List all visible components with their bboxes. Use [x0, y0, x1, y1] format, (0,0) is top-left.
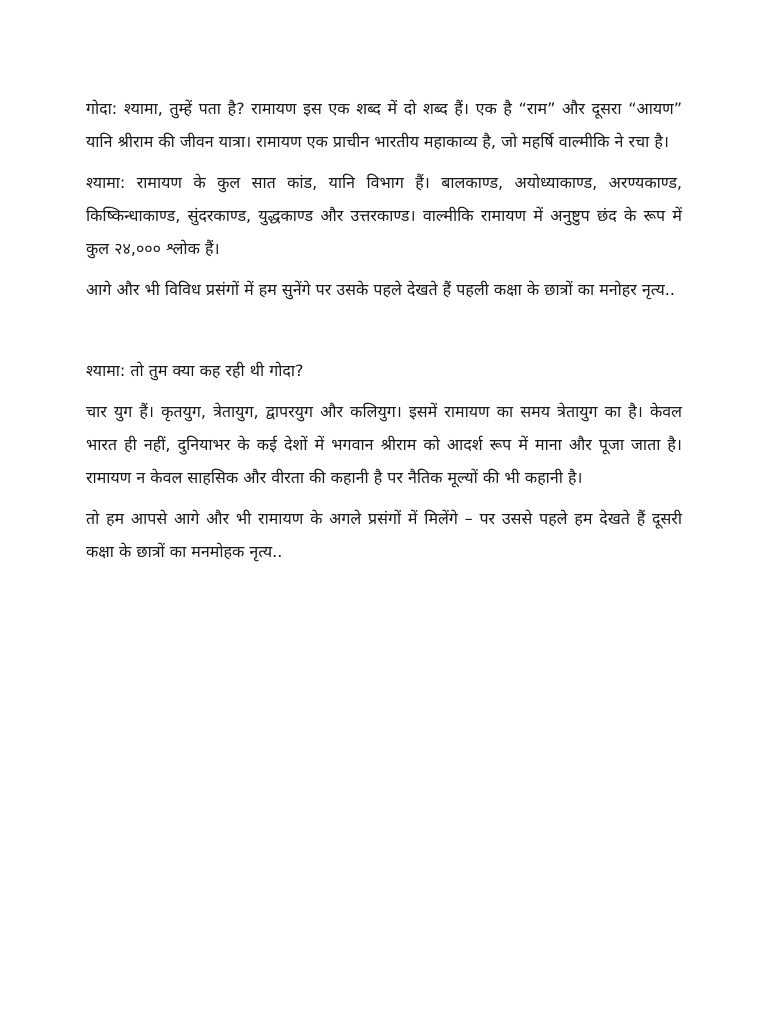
- paragraph-goda-intro: गोदा: श्यामा, तुम्हें पता है? रामायण इस एक शब्द में दो शब्द हैं। एक है “राम” और दूसरा “आयण” यानि श्रीराम की जीवन यात्रा। रामायण एक प्राचीन भारतीय महाकाव्य है, जो महर्षि वाल्मीकि ने रचा है।: [86, 99, 682, 151]
- paragraph-second-dance: तो हम आपसे आगे और भी रामायण के अगले प्रसंगों में मिलेंगे – पर उससे पहले हम देखते हैं दूसरी कक्षा के छात्रों का मनमोहक नृत्य..: [86, 509, 682, 561]
- paragraph-first-dance: आगे और भी विविध प्रसंगों में हम सुनेंगे पर उसके पहले देखते हैं पहली कक्षा के छात्रों का मनोहर नृत्य..: [86, 280, 675, 299]
- paragraph-four-yugas: चार युग हैं। कृतयुग, त्रेतायुग, द्वापरयुग और कलियुग। इसमें रामायण का समय त्रेतायुग का है। केवल भारत ही नहीं, दुनियाभर के कई देशों में भगवान श्रीराम को आदर्श रूप में माना और पूजा जाता है। रामायण न केवल साहसिक और वीरता की कहानी है पर नैतिक मूल्यों की भी कहानी है।: [86, 402, 682, 487]
- document-body: [86, 92, 682, 576]
- paragraph-shyama-question: श्यामा: तो तुम क्या कह रही थी गोदा?: [86, 361, 304, 380]
- paragraph-shyama-kand: श्यामा: रामायण के कुल सात कांड, यानि विभाग हैं। बालकाण्ड, अयोध्याकाण्ड, अरण्यकाण्ड, किष्किन्धाकाण्ड, सुंदरकाण्ड, युद्धकाण्ड और उत्तरकाण्ड। वाल्मीकि रामायण में अनुष्टुप छंद के रूप में कुल २४,००० श्लोक हैं।: [86, 173, 682, 258]
